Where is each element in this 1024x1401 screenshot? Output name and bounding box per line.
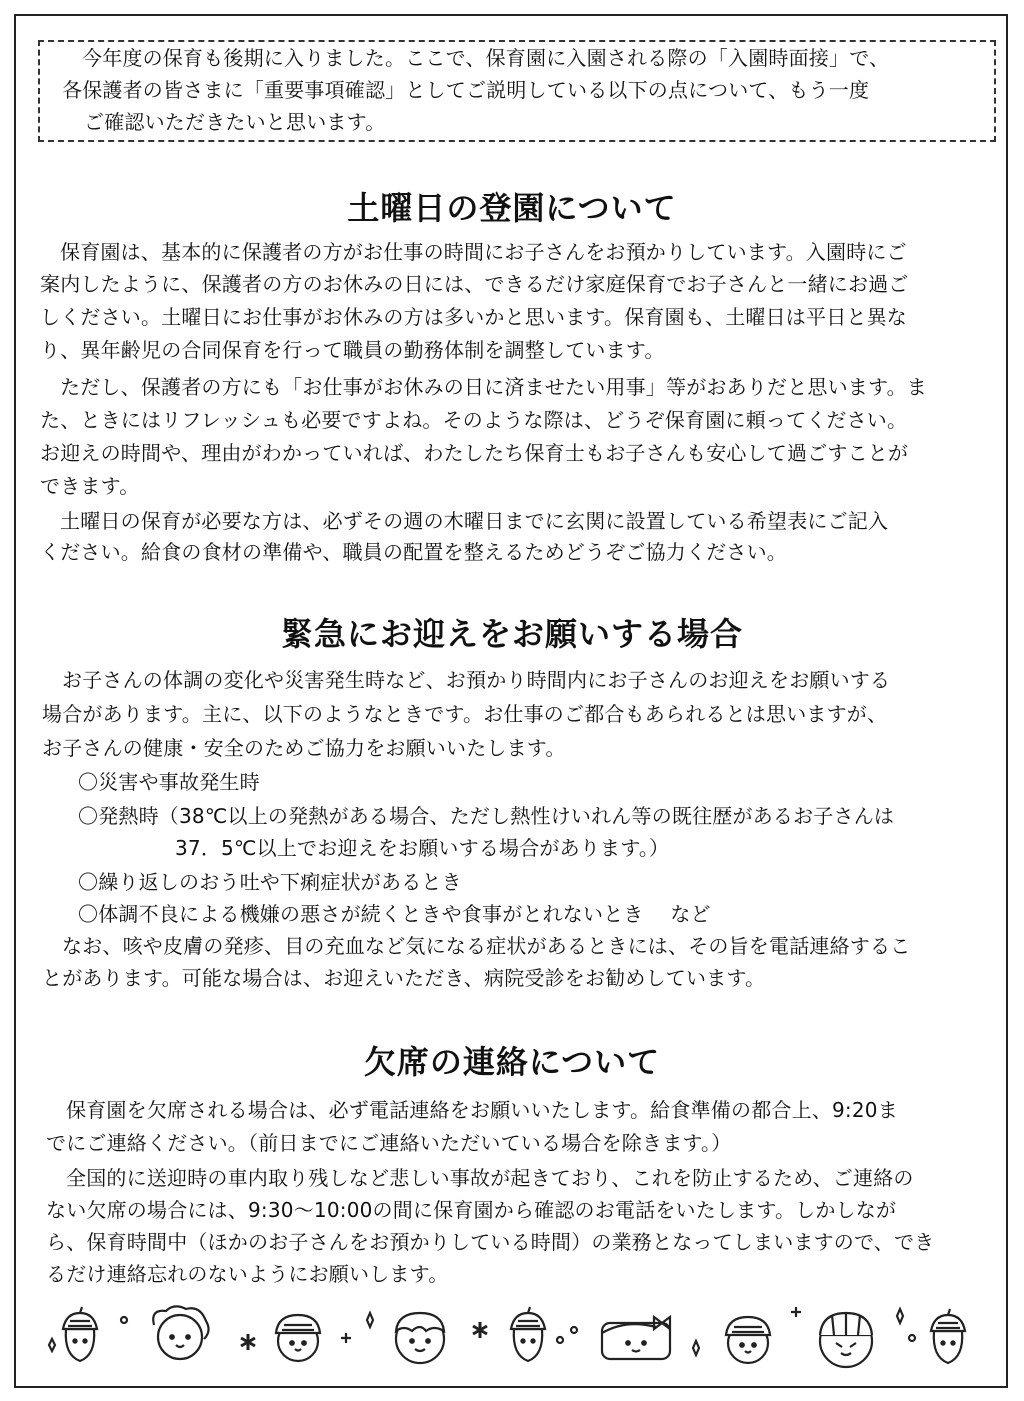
plus-icon [341, 1333, 351, 1343]
acorn-icon [931, 1309, 965, 1363]
footer-decoration [40, 1300, 980, 1370]
body-line: ない欠席の場合には、9:30～10:00の間に保育園から確認のお電話をいたします。しかしなが [46, 1198, 897, 1222]
section-heading-saturday: 土曜日の登園について [347, 189, 677, 227]
dot-icon [557, 1327, 577, 1343]
sparkle-icon [49, 1339, 55, 1351]
body-line: 保育園を欠席される場合は、必ず電話連絡をお願いいたします。給食準備の都合上、9:20ま [66, 1098, 898, 1122]
sparkle-icon [367, 1313, 373, 1327]
body-line: ください。給食の食材の準備や、職員の配置を整えるためどうぞご協力ください。 [40, 540, 787, 564]
list-item: 〇災害や事故発生時 [78, 770, 260, 794]
list-item: 〇体調不良による機嫌の悪さが続くときや食事がとれないとき など [78, 902, 711, 926]
list-item: 〇発熱時（38℃以上の発熱がある場合、ただし熱性けいれん等の既往歴があるお子さんは [78, 804, 895, 828]
list-item-continuation: 37．5℃以上でお迎えをお願いする場合があります。） [175, 836, 670, 860]
body-line: 場合があります。主に、以下のようなときです。お仕事のご都合もあられるとは思いますが、 [42, 702, 888, 726]
sparkle-icon [897, 1309, 903, 1323]
asterisk-icon [241, 1334, 255, 1350]
body-line: でにご連絡ください。（前日までにご連絡いただいている場合を除きます。） [46, 1131, 732, 1155]
body-line: 全国的に送迎時の車内取り残しなど悲しい事故が起きており、これを防止するため、ご連絡の [66, 1166, 914, 1190]
body-line: お子さんの健康・安全のためご協力をお願いいたします。 [42, 736, 566, 760]
intro-line: ご確認いただきたいと思います。 [84, 110, 386, 134]
asterisk-icon [473, 1322, 487, 1338]
boy-hat-face-icon [820, 1313, 872, 1367]
body-line: 土曜日の保育が必要な方は、必ずその週の木曜日までに玄関に設置している希望表にご記入 [60, 509, 889, 533]
body-line: お子さんの体調の変化や災害発生時など、お預かり時間内にお子さんのお迎えをお願いする [62, 668, 891, 692]
sparkle-icon [693, 1341, 699, 1355]
acorn-icon [511, 1307, 545, 1361]
body-line: お迎えの時間や、理由がわかっていれば、わたしたち保育士もお子さんも安心して過ごすことが [40, 441, 909, 465]
body-line: しください。土曜日にお仕事がお休みの方は多いかと思います。保育園も、土曜日は平日と異な [40, 305, 907, 329]
acorn-icon [63, 1307, 97, 1361]
dot-icon [121, 1317, 127, 1323]
body-line: できます。 [40, 474, 140, 498]
girl-face-icon [153, 1306, 208, 1359]
acorn-face-icon [726, 1317, 770, 1363]
body-line: 案内したように、保護者の方のお休みの日には、できるだけ家庭保育でお子さんと一緒にお過ご [40, 272, 909, 296]
plus-icon [791, 1307, 801, 1317]
girl-bow-face-icon [602, 1317, 670, 1359]
body-line: た、ときにはリフレッシュも必要ですよね。そのような際は、どうぞ保育園に頼ってください。 [40, 408, 908, 432]
body-line: るだけ連絡忘れのないようにお願いします。 [46, 1262, 449, 1286]
intro-line: 今年度の保育も後期に入りました。ここで、保育園に入園される際の「入園時面接」で、 [82, 46, 890, 70]
section-heading-absence: 欠席の連絡について [363, 1043, 661, 1081]
body-line: とがあります。可能な場合は、お迎えいただき、病院受診をお勧めしています。 [42, 966, 766, 990]
body-line: 保育園は、基本的に保護者の方がお仕事の時間にお子さんをお預かりしています。入園時にご [60, 240, 907, 264]
body-line: なお、咳や皮膚の発疹、目の充血など気になる症状があるときには、その旨を電話連絡するこ [62, 934, 911, 958]
list-item: 〇繰り返しのおう吐や下痢症状があるとき [78, 870, 462, 894]
body-line: り、異年齢児の合同保育を行って職員の勤務体制を調整しています。 [40, 338, 665, 362]
body-line: ただし、保護者の方にも「お仕事がお休みの日に済ませたい用事」等がおありだと思います。ま [60, 375, 927, 399]
dot-icon [909, 1335, 915, 1341]
body-line: ら、保育時間中（ほかのお子さんをお預かりしている時間）の業務となってしまいますので、でき [46, 1230, 935, 1254]
acorn-face-icon [276, 1315, 320, 1361]
boy-face-icon [396, 1313, 444, 1363]
section-heading-emergency-pickup: 緊急にお迎えをお願いする場合 [280, 615, 743, 653]
intro-line: 各保護者の皆さまに「重要事項確認」としてご説明している以下の点について、もう一度 [62, 78, 870, 102]
